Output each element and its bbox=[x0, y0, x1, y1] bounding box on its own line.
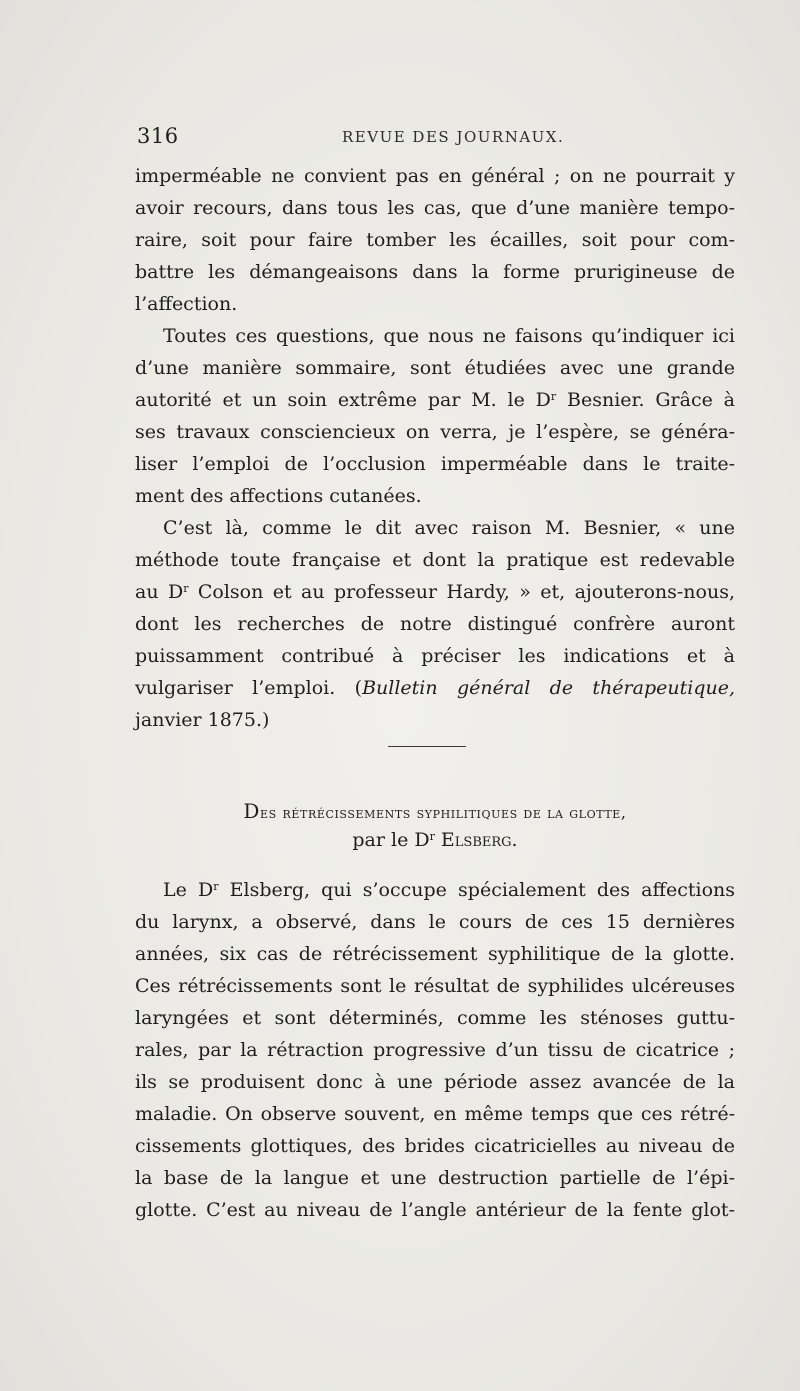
text-line: Toutes ces questions, que nous ne faisons qu’indiquer ici bbox=[163, 325, 735, 347]
text-fragment: Besnier. Grâce à bbox=[556, 389, 736, 411]
text-line: méthode toute française et dont la pratique est redevable bbox=[135, 549, 735, 571]
text-fragment: Colson et au professeur Hardy, » et, ajouterons-nous, bbox=[188, 581, 735, 603]
text-line bbox=[135, 576, 735, 608]
page-header bbox=[137, 124, 737, 152]
text-fragment: autorité et un soin extrême par M. le D bbox=[135, 389, 551, 411]
author-name bbox=[441, 829, 518, 851]
page-number: 316 bbox=[137, 124, 179, 148]
section-title bbox=[135, 798, 735, 826]
text-line: avoir recours, dans tous les cas, que d’une manière tempo- bbox=[135, 197, 735, 219]
text-line: liser l’emploi de l’occlusion imperméable dans le traite- bbox=[135, 453, 735, 475]
text-line: laryngées et sont déterminés, comme les sténoses guttu- bbox=[135, 1007, 735, 1029]
text-line: cissements glottiques, des brides cicatricielles au niveau de bbox=[135, 1135, 735, 1157]
author-initial: E bbox=[440, 829, 455, 851]
text-fragment: vulgariser l’emploi. ( bbox=[135, 677, 363, 699]
text-line bbox=[135, 384, 735, 416]
superscript: r bbox=[183, 582, 189, 595]
text-fragment: Elsberg, qui s’occupe spécialement des affections bbox=[218, 879, 735, 901]
text-line: années, six cas de rétrécissement syphilitique de la glotte. bbox=[135, 943, 735, 965]
text-line bbox=[135, 672, 735, 704]
text-line: raire, soit pour faire tomber les écailles, soit pour com- bbox=[135, 229, 735, 251]
text-line: l’affection. bbox=[135, 293, 238, 315]
text-line: ses travaux consciencieux on verra, je l’espère, se généra- bbox=[135, 421, 735, 443]
superscript: r bbox=[550, 390, 557, 403]
text-line: janvier 1875.) bbox=[135, 709, 270, 731]
text-line: du larynx, a observé, dans le cours de ces 15 dernières bbox=[135, 911, 735, 933]
text-line: Ces rétrécissements sont le résultat de syphilides ulcéreuses bbox=[135, 975, 735, 997]
text-fragment: au D bbox=[135, 581, 184, 603]
superscript: r bbox=[213, 880, 219, 893]
title-rest: es rétrécissements syphilitiques de la glotte, bbox=[260, 803, 627, 822]
text-line: C’est là, comme le dit avec raison M. Besnier, « une bbox=[163, 517, 735, 539]
text-line: dont les recherches de notre distingué confrère auront bbox=[135, 613, 735, 635]
text-line: imperméable ne convient pas en général ; on ne pourrait y bbox=[135, 165, 735, 187]
section-divider bbox=[388, 746, 466, 747]
text-line: puissamment contribué à préciser les indications et à bbox=[135, 645, 735, 667]
text-line: rales, par la rétraction progressive d’un tissu de cicatrice ; bbox=[135, 1039, 735, 1061]
text-line: glotte. C’est au niveau de l’angle antérieur de la fente glot- bbox=[135, 1199, 735, 1221]
text-line: maladie. On observe souvent, en même temps que ces rétré- bbox=[135, 1103, 735, 1125]
text-fragment: Le D bbox=[163, 879, 214, 901]
article-body bbox=[135, 160, 735, 736]
author-rest: lsberg. bbox=[454, 829, 518, 851]
running-head: REVUE DES JOURNAUX. bbox=[342, 128, 565, 146]
text-line: ils se produisent donc à une période assez avancée de la bbox=[135, 1071, 735, 1093]
text-line: battre les démangeaisons dans la forme prurigineuse de bbox=[135, 261, 735, 283]
text-line bbox=[135, 874, 735, 906]
text-line: d’une manière sommaire, sont étudiées avec une grande bbox=[135, 357, 735, 379]
superscript: r bbox=[429, 830, 435, 843]
section-byline bbox=[135, 824, 735, 856]
title-initial: D bbox=[243, 799, 261, 823]
byline-prefix: par le D bbox=[352, 829, 430, 851]
section-body bbox=[135, 874, 735, 1226]
citation-title: Bulletin général de thérapeutique, bbox=[362, 677, 736, 699]
text-line: la base de la langue et une destruction partielle de l’épi- bbox=[135, 1167, 735, 1189]
text-line: ment des affections cutanées. bbox=[135, 485, 422, 507]
